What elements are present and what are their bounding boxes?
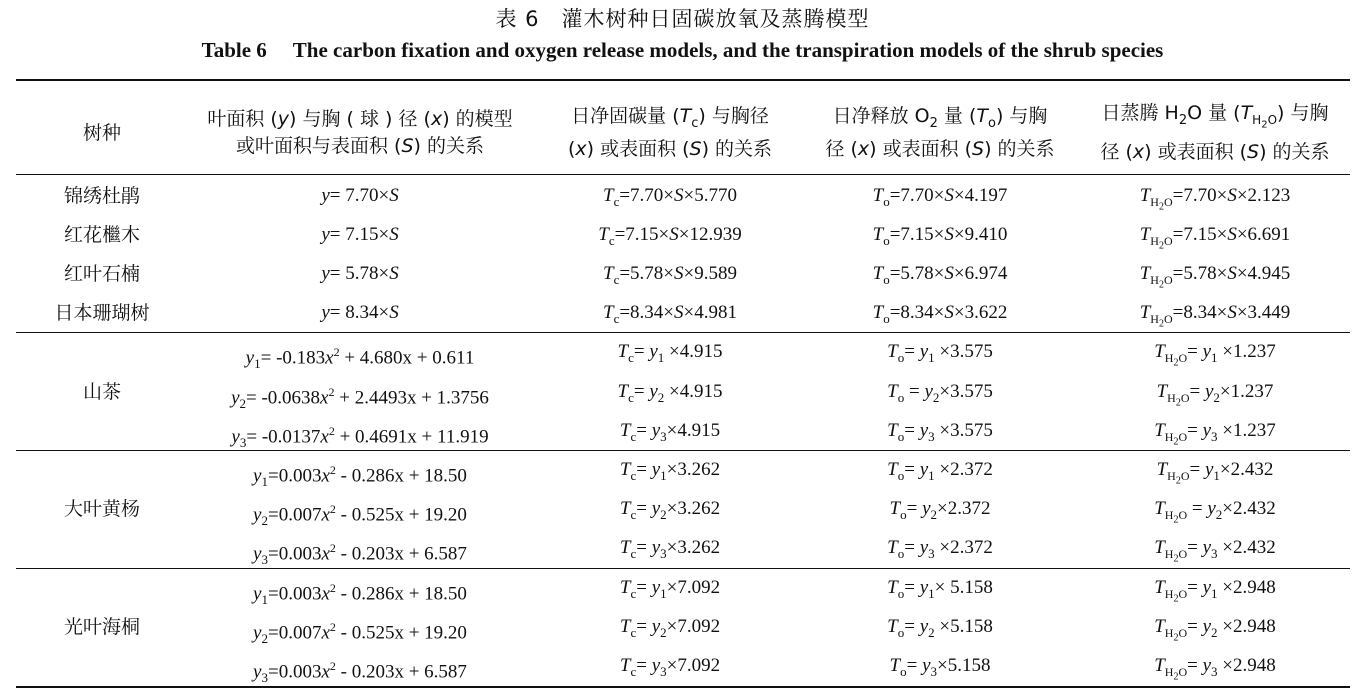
species-cell: 锦绣杜鹃: [63, 185, 140, 207]
leaf-area-model-cell: $y_1=0.003x^2 - 0.286x + 18.50$: [253, 463, 467, 490]
table-title-en: The carbon fixation and oxygen release models, and the transpiration models of the shrub species: [292, 38, 1164, 62]
leaf-area-model-cell: $y_1= -0.183x^2 + 4.680x + 0.611$: [245, 345, 475, 372]
leaf-area-model-cell: y= 5.78×S: [321, 263, 399, 284]
oxygen-model-cell: $T_o= y_3 \times 3.575$: [887, 420, 993, 444]
oxygen-model-cell: $T_o=7.15\times S\times 9.410$: [872, 224, 1008, 248]
species-cell: 红叶石楠: [63, 263, 140, 285]
oxygen-model-cell: $T_o= y_1\times 5.158$: [887, 577, 993, 601]
water-model-cell: $T_{H_2O} = y_2\times 2.432$: [1154, 498, 1276, 526]
header-oxygen-line2: 径 (x) 或表面积 (S) 的关系: [825, 138, 1055, 161]
leaf-area-model-cell: y= 7.15×S: [321, 224, 399, 245]
carbon-model-cell: $T_c=5.78\times S\times 9.589$: [602, 263, 737, 287]
header-water-line2: 径 (x) 或表面积 (S) 的关系: [1100, 140, 1330, 163]
oxygen-model-cell: $T_o= y_2 \times 5.158$: [887, 616, 993, 640]
species-cell: 红花檵木: [63, 224, 140, 246]
oxygen-model-cell: $T_o=5.78\times S\times 6.974$: [872, 263, 1008, 287]
group-divider-2: [16, 450, 1350, 451]
carbon-model-cell: $T_c= y_1\times 7.092$: [619, 577, 721, 601]
header-species-label: 树种: [82, 121, 121, 144]
oxygen-model-cell: $T_o= y_3 \times 2.372$: [887, 537, 993, 561]
oxygen-model-cell: $T_o=7.70\times S\times 4.197$: [872, 185, 1008, 209]
carbon-model-cell: $T_c=7.15\times S\times 12.939$: [598, 224, 742, 248]
header-oxygen-release: [805, 96, 1075, 170]
leaf-area-model-cell: $y_2=0.007x^2 - 0.525x + 19.20$: [253, 620, 467, 647]
leaf-area-model-cell: $y_3= -0.0137x^2 + 0.4691x + 11.919$: [231, 424, 489, 451]
oxygen-model-cell: $T_o= y_3\times 5.158$: [889, 655, 991, 679]
species-cell: 日本珊瑚树: [54, 302, 150, 324]
oxygen-model-cell: $T_o= y_1 \times 2.372$: [887, 459, 993, 483]
carbon-model-cell: $T_c=7.70\times S\times 5.770$: [602, 185, 737, 209]
leaf-area-model-cell: $y_3=0.003x^2 - 0.203x + 6.587$: [253, 541, 467, 568]
group-divider-1: [16, 332, 1350, 333]
leaf-area-model-cell: $y_3=0.003x^2 - 0.203x + 6.587$: [253, 659, 467, 686]
oxygen-model-cell: $T_o = y_2\times 3.575$: [887, 381, 993, 405]
carbon-model-cell: $T_c= y_2\times 3.262$: [619, 498, 721, 522]
species-cell: 山茶: [82, 381, 121, 403]
water-model-cell: $T_{H_2O}=8.34\times S\times 3.449$: [1139, 302, 1291, 330]
water-model-cell: $T_{H_2O}= y_1 \times 2.948$: [1154, 577, 1276, 605]
carbon-model-cell: $T_c=8.34\times S\times 4.981$: [602, 302, 737, 326]
water-model-cell: $T_{H_2O}= y_2 \times 2.948$: [1154, 616, 1276, 644]
group-divider-3: [16, 568, 1350, 569]
header-water-line1: 日蒸腾 $H_2O$ 量 $(T_{H_2O})$ 与胸: [1101, 102, 1329, 131]
table-title-cn: 灌木树种日固碳放氧及蒸腾模型: [561, 7, 870, 31]
leaf-area-model-cell: $y_1=0.003x^2 - 0.286x + 18.50$: [253, 581, 467, 608]
table-caption-en: [0, 36, 1365, 64]
carbon-model-cell: $T_c= y_3\times 3.262$: [619, 537, 721, 561]
species-cell: 光叶海桐: [63, 616, 140, 638]
carbon-model-cell: $T_c= y_2\times 7.092$: [619, 616, 721, 640]
bottom-rule: [16, 686, 1350, 688]
water-model-cell: $T_{H_2O}= y_3 \times 2.432$: [1154, 537, 1276, 565]
carbon-model-cell: $T_c= y_1 \times 4.915$: [617, 341, 723, 365]
leaf-area-model-cell: $y_2= -0.0638x^2 + 2.4493x + 1.3756$: [231, 385, 489, 412]
header-leaf-area-model: [190, 96, 530, 170]
top-rule: [16, 79, 1350, 81]
header-carbon-line1: 日净固碳量 $(T_c)$ 与胸径: [571, 104, 769, 131]
carbon-model-cell: $T_c= y_1\times 3.262$: [619, 459, 721, 483]
water-model-cell: $T_{H_2O}=7.15\times S\times 6.691$: [1139, 224, 1291, 252]
header-species: [16, 96, 188, 170]
header-carbon-line2: (x) 或表面积 (S) 的关系: [567, 138, 773, 161]
carbon-model-cell: $T_c= y_3\times 4.915$: [619, 420, 721, 444]
oxygen-model-cell: $T_o= y_2\times 2.372$: [889, 498, 991, 522]
water-model-cell: $T_{H_2O}= y_3 \times 1.237$: [1154, 420, 1276, 448]
oxygen-model-cell: $T_o=8.34\times S\times 3.622$: [872, 302, 1008, 326]
table-number-en: Table 6: [201, 38, 267, 62]
header-leaf-area-line1: 叶面积 (y) 与胸 ( 球 ) 径 (x) 的模型: [207, 108, 513, 130]
water-model-cell: $T_{H_2O}= y_1\times 2.432$: [1156, 459, 1274, 487]
leaf-area-model-cell: y= 7.70×S: [321, 185, 399, 206]
header-rule: [16, 174, 1350, 175]
header-leaf-area-line2: 或叶面积与表面积 (S) 的关系: [236, 135, 484, 157]
species-cell: 大叶黄杨: [63, 498, 140, 520]
leaf-area-model-cell: y= 8.34×S: [321, 302, 399, 323]
water-model-cell: $T_{H_2O}=7.70\times S\times 2.123$: [1139, 185, 1291, 213]
water-model-cell: $T_{H_2O}= y_3 \times 2.948$: [1154, 655, 1276, 683]
table-number-cn: 表 6: [495, 7, 540, 31]
water-model-cell: $T_{H_2O}= y_2\times 1.237$: [1156, 381, 1274, 409]
water-model-cell: $T_{H_2O}= y_1 \times 1.237$: [1154, 341, 1276, 369]
carbon-model-cell: $T_c= y_2 \times 4.915$: [617, 381, 723, 405]
water-model-cell: $T_{H_2O}=5.78\times S\times 4.945$: [1139, 263, 1291, 291]
header-carbon-fixation: [540, 96, 800, 170]
leaf-area-model-cell: $y_2=0.007x^2 - 0.525x + 19.20$: [253, 502, 467, 529]
oxygen-model-cell: $T_o= y_1 \times 3.575$: [887, 341, 993, 365]
header-oxygen-line1: 日净释放 $O_2$ 量 $(T_o)$ 与胸: [832, 104, 1048, 131]
carbon-model-cell: $T_c= y_3\times 7.092$: [619, 655, 721, 679]
table-caption-cn: [0, 6, 1365, 32]
header-transpiration: [1080, 96, 1350, 170]
